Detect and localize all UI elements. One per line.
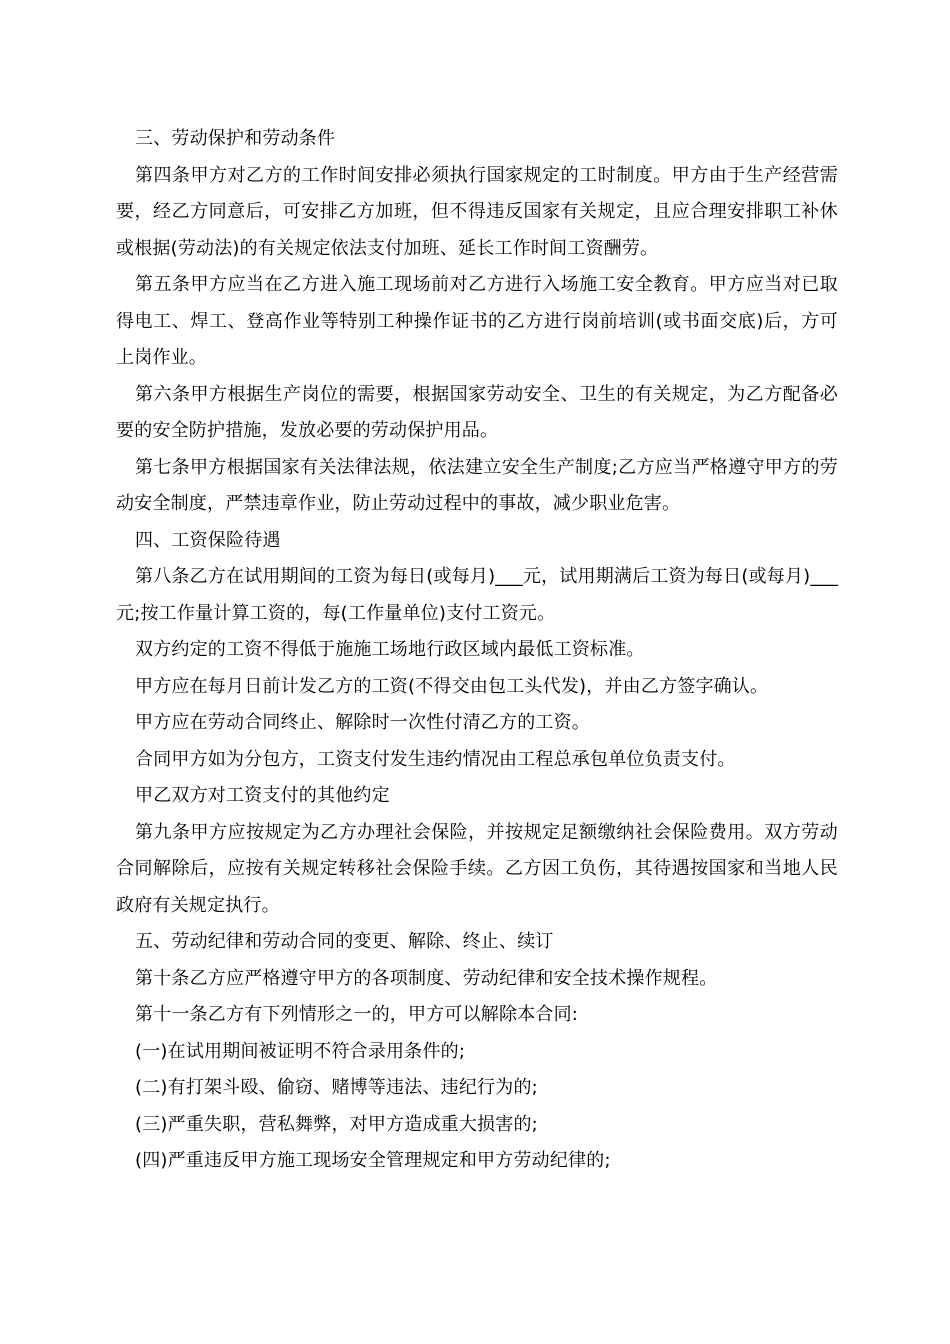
article-6: 第六条甲方根据生产岗位的需要，根据国家劳动安全、卫生的有关规定，为乙方配备必要的安全防护措施，发放必要的劳动保护用品。 (116, 383, 838, 441)
article-7: 第七条甲方根据国家有关法律法规，依法建立安全生产制度;乙方应当严格遵守甲方的劳动安全制度，严禁违章作业，防止劳动过程中的事故，减少职业危害。 (116, 456, 838, 514)
section-heading-discipline-contract: 五、劳动纪律和劳动合同的变更、解除、终止、续订 (135, 931, 554, 952)
article-11: 第十一条乙方有下列情形之一的，甲方可以解除本合同: (135, 1004, 579, 1025)
article-10: 第十条乙方应严格遵守甲方的各项制度、劳动纪律和安全技术操作规程。 (135, 967, 718, 989)
article-9: 第九条甲方应按规定为乙方办理社会保险，并按规定足额缴纳社会保险费用。双方劳动合同解除后，应按有关规定转移社会保险手续。乙方因工负伤，其待遇按国家和当地人民政府有关规定执行。 (116, 821, 838, 916)
section-heading-wages-insurance: 四、工资保险待遇 (135, 529, 281, 551)
wage-minimum-clause: 双方约定的工资不得低于施施工场地行政区域内最低工资标准。 (135, 639, 645, 660)
section-heading-labor-protection: 三、劳动保护和劳动条件 (135, 128, 336, 149)
termination-item-1: (一)在试用期间被证明不符合录用条件的; (135, 1040, 466, 1062)
document-page (116, 121, 838, 1180)
article-5: 第五条甲方应当在乙方进入施工现场前对乙方进行入场施工安全教育。甲方应当对已取得电工、焊工、登高作业等特别工种操作证书的乙方进行岗前培训(或书面交底)后，方可上岗作业。 (116, 274, 838, 368)
article-4: 第四条甲方对乙方的工作时间安排必须执行国家规定的工时制度。甲方由于生产经营需要，经乙方同意后，可安排乙方加班，但不得违反国家有关规定，且应合理安排职工补休或根据(劳动法)的有关规定依法支付加班、延长工作时间工资酬劳。 (116, 164, 838, 259)
termination-item-2: (二)有打架斗殴、偷窃、赌博等违法、违纪行为的; (135, 1077, 538, 1098)
termination-item-4: (四)严重违反甲方施工现场安全管理规定和甲方劳动纪律的; (135, 1150, 611, 1171)
termination-item-3: (三)严重失职，营私舞弊，对甲方造成重大损害的; (135, 1113, 538, 1135)
wage-payment-date-clause: 甲方应在每月日前计发乙方的工资(不得交由包工头代发)，并由乙方签字确认。 (135, 675, 769, 697)
article-8: 第八条乙方在试用期间的工资为每日(或每月)___元，试用期满后工资为每日(或每月)___元;按工作量计算工资的，每(工作量单位)支付工资元。 (116, 566, 838, 624)
subcontractor-wage-clause: 合同甲方如为分包方，工资支付发生违约情况由工程总承包单位负责支付。 (135, 748, 736, 770)
other-wage-agreements: 甲乙双方对工资支付的其他约定 (135, 785, 390, 806)
wage-settlement-clause: 甲方应在劳动合同终止、解除时一次性付清乙方的工资。 (135, 712, 590, 733)
